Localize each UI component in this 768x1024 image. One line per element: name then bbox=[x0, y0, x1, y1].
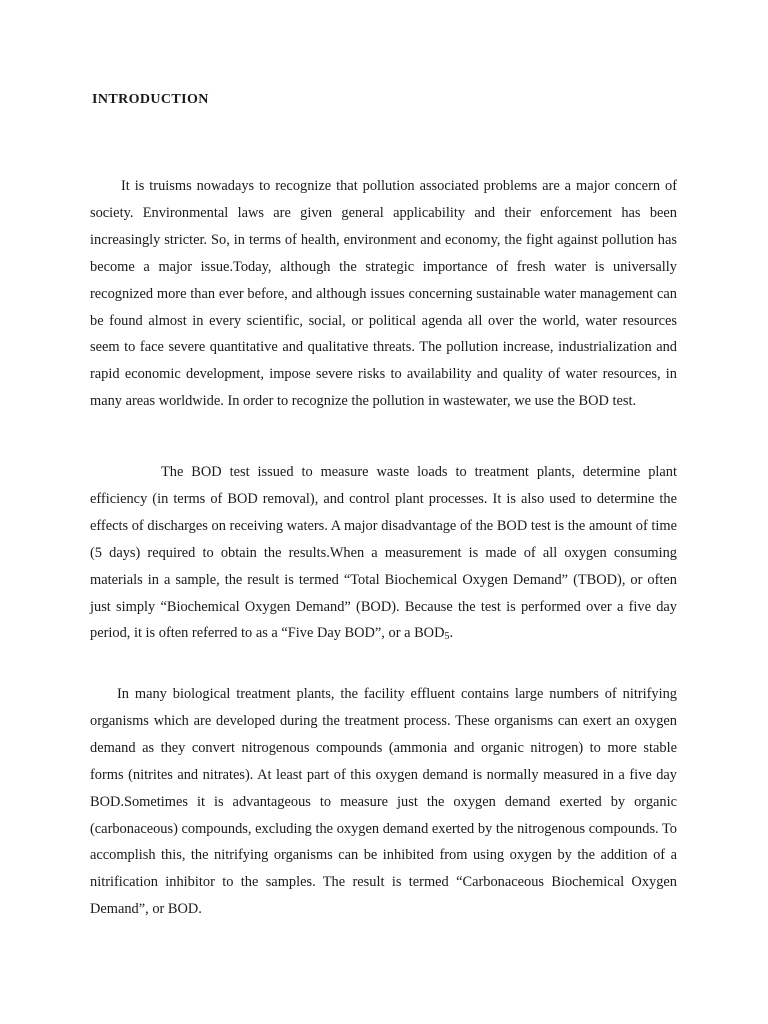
paragraph-bod-test-text: The BOD test issued to measure waste loads to treatment plants, determine plant efficiency (in terms of BOD removal), and control plant processes. It is also used to determine the effects of discharges on receiving waters. A major disadvantage of the BOD test is the amount of time (5 days) required to obtain the results.When a measurement is made of all oxygen consuming materials in a sample, the result is termed “Total Biochemical Oxygen Demand” (TBOD), or often just simply “Biochemical Oxygen Demand” (BOD). Because the test is performed over a five day period, it is often referred to as a “Five Day BOD”, or a BOD bbox=[90, 464, 677, 642]
paragraph-bod-test bbox=[90, 459, 677, 651]
bod-suffix: . bbox=[449, 625, 454, 642]
paragraph-nitrifying-organisms: In many biological treatment plants, the facility effluent contains large numbers of nitrifying organisms which are developed during the treatment process. These organisms can exert an oxygen demand as they convert nitrogenous compounds (ammonia and organic nitrogen) to more stable forms (nitrites and nitrates). At least part of this oxygen demand is normally measured in a five day BOD.Sometimes it is advantageous to measure just the oxygen demand exerted by organic (carbonaceous) compounds, excluding the oxygen demand exerted by the nitrogenous compounds. To accomplish this, the nitrifying organisms can be inhibited from using oxygen by the addition of a nitrification inhibitor to the samples. The result is termed “Carbonaceous Biochemical Oxygen Demand”, or BOD. bbox=[90, 686, 677, 918]
bod-subscript: 5 bbox=[444, 631, 450, 643]
section-heading: INTRODUCTION bbox=[92, 92, 209, 107]
paragraph-pollution-intro: It is truisms nowadays to recognize that pollution associated problems are a major concern of society. Environmental laws are given general applicability and their enforcement has been increasingly stricter. So, in terms of health, environment and economy, the fight against pollution has become a major issue.Today, although the strategic importance of fresh water is universally recognized more than ever before, and although issues concerning sustainable water management can be found almost in every scientific, social, or political agenda all over the world, water resources seem to face severe quantitative and qualitative threats. The pollution increase, industrialization and rapid economic development, impose severe risks to availability and quality of water resources, in many areas worldwide. In order to recognize the pollution in wastewater, we use the BOD test. bbox=[90, 178, 677, 410]
